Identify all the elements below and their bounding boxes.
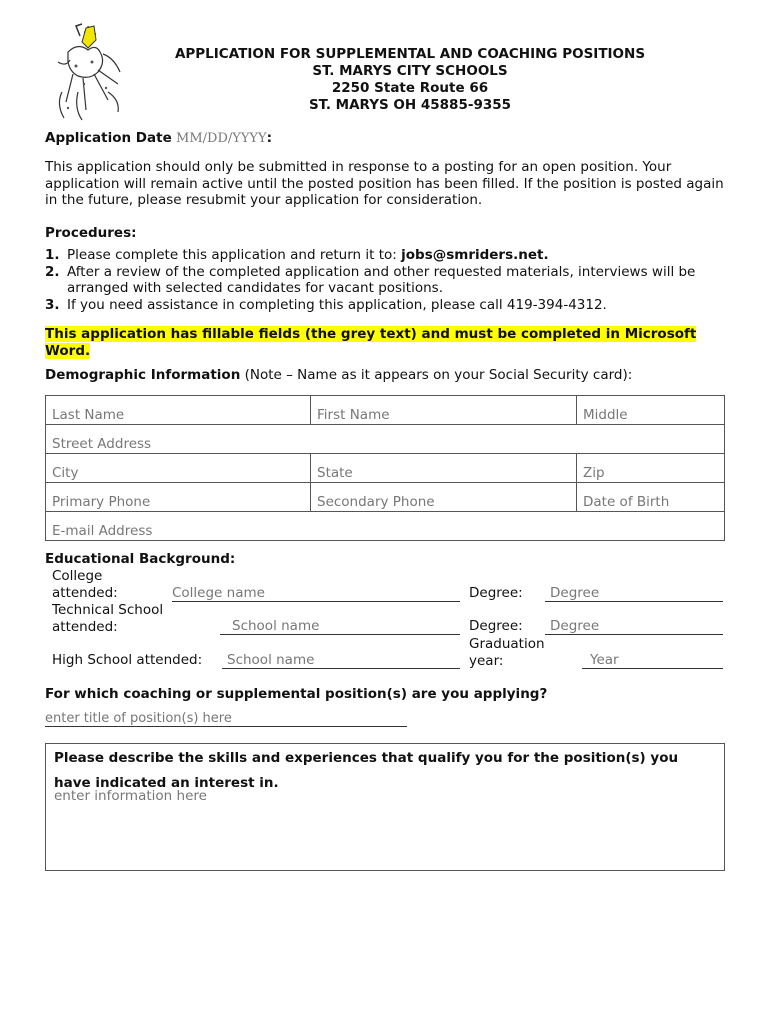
technical-school-label xyxy=(52,602,163,636)
zip-field[interactable]: Zip xyxy=(577,454,725,483)
college-degree-field[interactable]: Degree xyxy=(545,585,723,602)
procedure-item xyxy=(45,264,735,297)
header-city: ST. MARYS OH 45885-9355 xyxy=(308,97,512,113)
procedure-item xyxy=(45,247,735,264)
fillable-notice-text: This application has fillable fields (the grey text) and must be completed in Microsoft Word. xyxy=(45,326,697,359)
application-date-label: Application Date xyxy=(45,130,172,146)
graduation-year-field[interactable]: Year xyxy=(582,652,723,669)
high-school-field[interactable]: School name xyxy=(222,652,460,669)
education-title: Educational Background: xyxy=(45,551,236,567)
header-title: APPLICATION FOR SUPPLEMENTAL AND COACHING POSITIONS xyxy=(174,46,646,62)
procedure-text: After a review of the completed application and other requested materials, interviews will be arranged with selected candidates for vacant positions. xyxy=(67,263,696,296)
technical-school-label-line2: attended: xyxy=(52,619,118,635)
middle-name-field[interactable]: Middle xyxy=(577,396,725,425)
state-field[interactable]: State xyxy=(311,454,577,483)
document-header xyxy=(130,46,690,114)
technical-degree-label: Degree: xyxy=(469,618,523,634)
skills-question-line1: Please describe the skills and experiences that qualify you for the position(s) you xyxy=(54,750,679,766)
fillable-notice xyxy=(45,326,725,359)
college-name-field[interactable]: College name xyxy=(172,585,460,602)
email-link[interactable]: jobs@smriders.net. xyxy=(401,247,549,263)
application-date-row xyxy=(45,130,272,146)
demographic-title: Demographic Information xyxy=(45,367,241,383)
school-logo-rider-icon xyxy=(48,22,130,126)
intro-paragraph: This application should only be submitted in response to a posting for an open position. Your application will remain active until the posted position has been filled. If the position is posted again in the future, please resubmit your application for consideration. xyxy=(45,159,724,208)
skills-question-line2: have indicated an interest in. xyxy=(54,775,279,791)
procedures-title: Procedures: xyxy=(45,225,137,241)
technical-school-field[interactable]: School name xyxy=(220,618,460,635)
college-label-line1: College xyxy=(52,568,103,584)
demographic-table xyxy=(45,395,725,541)
header-street: 2250 State Route 66 xyxy=(331,80,489,96)
primary-phone-field[interactable]: Primary Phone xyxy=(46,483,311,512)
position-question: For which coaching or supplemental position(s) are you applying? xyxy=(45,686,548,702)
procedure-number: 1. xyxy=(45,247,60,263)
procedure-number: 3. xyxy=(45,296,60,313)
college-label xyxy=(52,568,118,602)
header-district: ST. MARYS CITY SCHOOLS xyxy=(312,63,508,79)
graduation-label-line1: Graduation xyxy=(469,636,545,652)
email-address-field[interactable]: E-mail Address xyxy=(46,512,725,541)
college-label-line2: attended: xyxy=(52,585,118,601)
graduation-year-label xyxy=(469,636,545,670)
date-of-birth-field[interactable]: Date of Birth xyxy=(577,483,725,512)
high-school-label: High School attended: xyxy=(52,652,203,668)
last-name-field[interactable]: Last Name xyxy=(46,396,311,425)
application-date-colon: : xyxy=(266,130,272,146)
college-degree-label: Degree: xyxy=(469,585,523,601)
city-field[interactable]: City xyxy=(46,454,311,483)
procedure-text: Please complete this application and return it to: xyxy=(67,247,402,263)
procedures-list xyxy=(45,247,735,313)
procedure-number: 2. xyxy=(45,263,60,280)
procedure-text: If you need assistance in completing this application, please call 419-394-4312. xyxy=(67,296,607,313)
technical-degree-field[interactable]: Degree xyxy=(545,618,723,635)
technical-school-label-line1: Technical School xyxy=(52,602,164,618)
demographic-heading xyxy=(45,367,632,383)
skills-description-field[interactable]: enter information here xyxy=(54,788,207,804)
skills-box xyxy=(45,743,725,871)
application-date-field[interactable]: MM/DD/YYYY xyxy=(176,131,267,146)
secondary-phone-field[interactable]: Secondary Phone xyxy=(311,483,577,512)
demographic-note: (Note – Name as it appears on your Social Security card): xyxy=(240,367,633,383)
first-name-field[interactable]: First Name xyxy=(311,396,577,425)
procedure-item xyxy=(45,297,735,314)
graduation-label-line2: year: xyxy=(469,653,504,669)
street-address-field[interactable]: Street Address xyxy=(46,425,725,454)
position-title-field[interactable]: enter title of position(s) here xyxy=(45,711,407,727)
